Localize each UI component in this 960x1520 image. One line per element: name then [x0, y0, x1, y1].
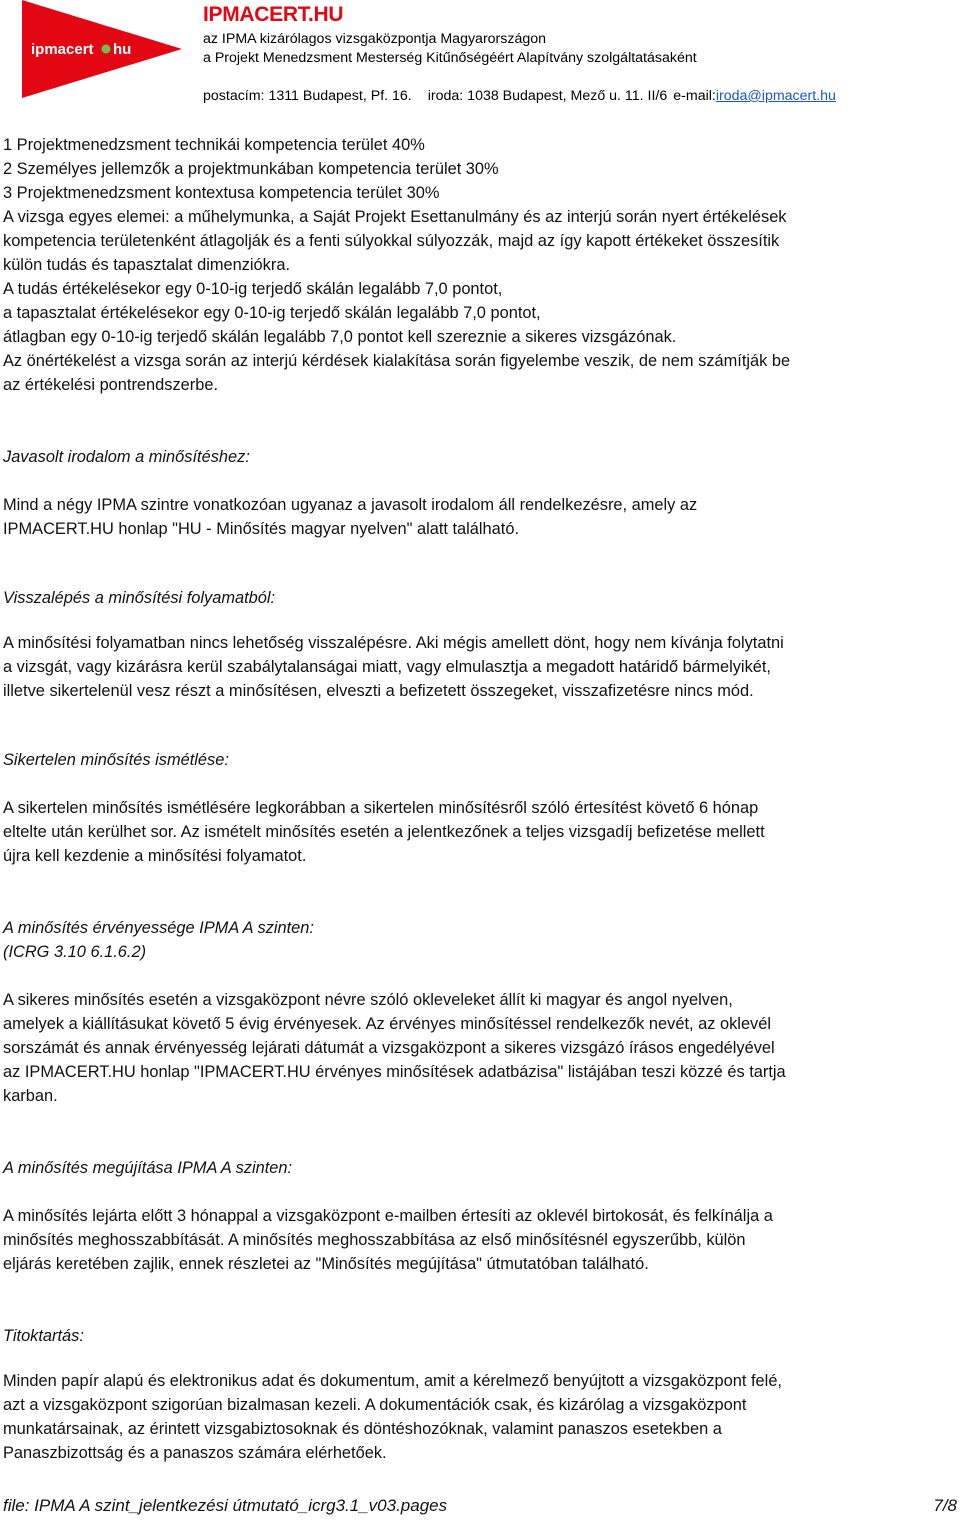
- intro-paragraph: [3, 133, 957, 397]
- text-line: sorszámát és annak érvényesség lejárati dátumát a vizsgaközpont a sikeres vizsgázó írásos engedélyével: [3, 1039, 775, 1057]
- footer-filename: file: IPMA A szint_jelentkezési útmutató_icrg3.1_v03.pages: [3, 1496, 448, 1515]
- text-line: átlagban egy 0-10-ig terjedő skálán legalább 7,0 pontot kell szereznie a sikeres vizsgázónak.: [3, 328, 677, 346]
- text-line: az IPMACERT.HU honlap "IPMACERT.HU érvényes minősítések adatbázisa" listájában teszi közzé és tartja: [3, 1063, 786, 1081]
- section-heading-literature: [3, 445, 957, 469]
- section-body-renewal: [3, 1204, 957, 1276]
- text-line: A sikertelen minősítés ismétlésére legkorábban a sikertelen minősítésről szóló értesítést követő 6 hónap: [3, 799, 759, 817]
- text-line: illetve sikertelenül vesz részt a minősítésen, elveszti a befizetett összegeket, visszafizetésre nincs mód.: [3, 682, 754, 700]
- section-heading-validity: [3, 916, 957, 964]
- text-line: azt a vizsgaközpont szigorúan bizalmasan kezeli. A dokumentációk csak, és kizárólag a vizsgaközpont: [3, 1396, 747, 1414]
- text-line: A tudás értékelésekor egy 0-10-ig terjedő skálán legalább 7,0 pontot,: [3, 280, 503, 298]
- logo-wordmark-suffix: hu: [113, 41, 132, 58]
- text-line: eljárás keretében zajlik, ennek részletei az "Minősítés megújítása" útmutatóban található.: [3, 1255, 649, 1273]
- text-line: Minden papír alapú és elektronikus adat és dokumentum, amit a kérelmező benyújtott a vizsgaközpont felé,: [3, 1372, 782, 1390]
- section-body-literature: [3, 493, 957, 541]
- text-line: amelyek a kiállításukat követő 5 évig érvényesek. Az érvényes minősítéssel rendelkezők nevét, az oklevél: [3, 1015, 772, 1033]
- text-line: a vizsgát, vagy kizárásra kerül szabálytalanságai miatt, vagy elmulasztja a megadott határidő bármelyikét,: [3, 658, 771, 676]
- heading-text: (ICRG 3.10 6.1.6.2): [3, 943, 147, 961]
- section-heading-withdrawal: [3, 586, 957, 610]
- section-body-validity: [3, 988, 957, 1108]
- postal-address: postacím: 1311 Budapest, Pf. 16.: [203, 88, 412, 104]
- text-line: külön tudás és tapasztalat dimenziókra.: [3, 256, 290, 274]
- text-line: 3 Projektmenedzsment kontextusa kompetencia terület 30%: [3, 184, 440, 202]
- text-line: 2 Személyes jellemzők a projektmunkában kompetencia terület 30%: [3, 160, 499, 178]
- section-body-withdrawal: [3, 631, 957, 703]
- text-line: A minősítés lejárta előtt 3 hónappal a vizsgaközpont e-mailben értesíti az oklevél birtokosát, és felkínálja a: [3, 1207, 773, 1225]
- page-number: 7/8: [933, 1496, 957, 1515]
- text-line: Panaszbizottság és a panaszos számára elérhetőek.: [3, 1444, 387, 1462]
- heading-text: A minősítés megújítása IPMA A szinten:: [3, 1159, 293, 1177]
- text-line: karban.: [3, 1087, 58, 1105]
- email-label: e-mail:: [673, 88, 716, 104]
- logo-green-dot: [102, 45, 111, 54]
- header-contact: [203, 88, 836, 104]
- text-line: IPMACERT.HU honlap "HU - Minősítés magyar nyelven" alatt található.: [3, 520, 520, 538]
- text-line: A vizsga egyes elemei: a műhelymunka, a Saját Projekt Esettanulmány és az interjú során nyert értékelések: [3, 208, 787, 226]
- site-title: IPMACERT.HU: [203, 3, 344, 26]
- text-line: a tapasztalat értékelésekor egy 0-10-ig terjedő skálán legalább 7,0 pontot,: [3, 304, 541, 322]
- email-link[interactable]: iroda@ipmacert.hu: [715, 88, 836, 104]
- text-line: Az önértékelést a vizsga során az interjú kérdések kialakítása során figyelembe veszik, de nem számítják be: [3, 352, 791, 370]
- text-line: eltelte után kerülhet sor. Az ismételt minősítés esetén a jelentkezőnek a teljes vizsgadíj befizetése mellett: [3, 823, 765, 841]
- logo-wordmark: ipmacert: [31, 41, 94, 58]
- heading-text: Sikertelen minősítés ismétlése:: [3, 751, 229, 769]
- heading-text: Visszalépés a minősítési folyamatból:: [3, 589, 276, 607]
- text-line: újra kell kezdenie a minősítési folyamatot.: [3, 847, 307, 865]
- text-line: 1 Projektmenedzsment technikái kompetencia terület 40%: [3, 136, 425, 154]
- heading-text: A minősítés érvényessége IPMA A szinten:: [3, 919, 314, 937]
- document-body: [3, 133, 957, 1465]
- ipmacert-logo[interactable]: [22, 0, 182, 98]
- section-heading-retake: [3, 748, 957, 772]
- section-body-retake: [3, 796, 957, 868]
- header-tagline-1: az IPMA kizárólagos vizsgaközpontja Magyarországon: [203, 31, 547, 47]
- office-address: iroda: 1038 Budapest, Mező u. 11. II/6: [427, 88, 668, 104]
- heading-text: Javasolt irodalom a minősítéshez:: [3, 448, 250, 466]
- text-line: A sikeres minősítés esetén a vizsgaközpont névre szóló okleveleket állít ki magyar és angol nyelven,: [3, 991, 733, 1009]
- text-line: kompetencia területenként átlagolják és a fenti súlyokkal súlyozzák, majd az így kapott értékeket összesítik: [3, 232, 780, 250]
- text-line: Mind a négy IPMA szintre vonatkozóan ugyanaz a javasolt irodalom áll rendelkezésre, amely az: [3, 496, 698, 514]
- heading-text: Titoktartás:: [3, 1327, 84, 1345]
- section-heading-confidentiality: [3, 1324, 957, 1348]
- text-line: az értékelési pontrendszerbe.: [3, 376, 219, 394]
- text-line: munkatársainak, az érintett vizsgabiztosoknak és döntéshozóknak, valamint panaszos esetekben a: [3, 1420, 722, 1438]
- text-line: A minősítési folyamatban nincs lehetőség visszalépésre. Aki mégis amellett dönt, hogy nem kívánja folytatni: [3, 634, 784, 652]
- section-heading-renewal: [3, 1156, 957, 1180]
- section-body-confidentiality: [3, 1369, 957, 1465]
- header-tagline-2: a Projekt Menedzsment Mesterség Kitűnőségéért Alapítvány szolgáltatásaként: [203, 50, 697, 66]
- text-line: minősítés meghosszabbítását. A minősítés meghosszabbítása az első minősítésnél egyszerűbb, külön: [3, 1231, 746, 1249]
- logo-graphic: [22, 0, 182, 98]
